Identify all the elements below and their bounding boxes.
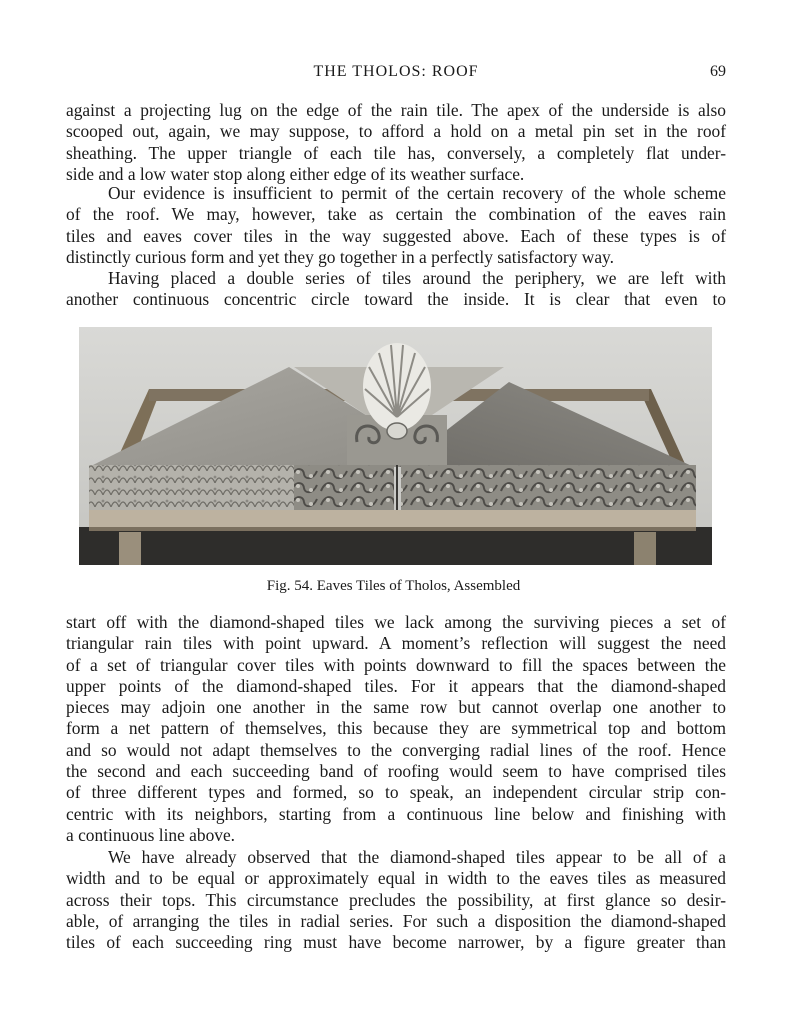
text-line: tiles of each succeeding ring must have become narrower, by a figure greater than <box>66 932 726 953</box>
paragraph-5 <box>66 847 726 953</box>
text-line: of three different types and formed, so to speak, an independent circular strip con- <box>66 782 726 803</box>
text-line: scooped out, again, we may suppose, to afford a hold on a metal pin set in the roof <box>66 121 726 142</box>
paragraph-3 <box>66 268 726 311</box>
text-line: We have already observed that the diamond-shaped tiles appear to be all of a <box>108 847 726 867</box>
text-line: centric with its neighbors, starting from a continuous line below and finishing with <box>66 803 726 824</box>
text-line: pieces may adjoin one another in the same row but cannot overlap one another to <box>66 697 726 718</box>
paragraph-4 <box>66 612 726 846</box>
text-line: side and a low water stop along either edge of its weather surface. <box>66 163 525 184</box>
paragraph-2 <box>66 183 726 268</box>
running-head-title: THE THOLOS: ROOF <box>313 63 479 80</box>
text-line: the second and each succeeding band of roofing would seem to have comprised tiles <box>66 761 726 782</box>
text-line: against a projecting lug on the edge of the rain tile. The apex of the underside is also <box>66 100 726 120</box>
running-head <box>66 63 726 85</box>
text-line: able, of arranging the tiles in radial series. For such a disposition the diamond-shaped <box>66 910 726 931</box>
text-line: of a set of triangular cover tiles with points downward to fill the spaces between the <box>66 654 726 675</box>
text-line: a continuous line above. <box>66 824 236 845</box>
text-line: sheathing. The upper triangle of each tile has, conversely, a completely flat under- <box>66 142 726 163</box>
text-line: and so would not adapt themselves to the converging radial lines of the roof. Hence <box>66 739 726 760</box>
text-line: of the roof. We may, however, take as certain the combination of the eaves rain <box>66 204 726 225</box>
text-line: form a net pattern of themselves, this because they are symmetrical top and bottom <box>66 718 726 739</box>
text-line: tiles and eaves cover tiles in the way suggested above. Each of these types is of <box>66 225 726 246</box>
text-line: distinctly curious form and yet they go together in a perfectly satisfactory way. <box>66 246 614 267</box>
text-line: width and to be equal or approximately equal in width to the eaves tiles as measured <box>66 868 726 889</box>
photo-illustration <box>79 327 712 565</box>
text-line: across their tops. This circumstance precludes the possibility, at first glance so desir- <box>66 889 726 910</box>
text-line: Having placed a double series of tiles around the periphery, we are left with <box>108 268 726 288</box>
text-line: upper points of the diamond-shaped tiles. For it appears that the diamond-shaped <box>66 675 726 696</box>
paragraph-1 <box>66 100 726 185</box>
text-line: Our evidence is insufficient to permit of the certain recovery of the whole scheme <box>108 183 726 203</box>
text-line: start off with the diamond-shaped tiles we lack among the surviving pieces a set of <box>66 612 726 632</box>
text-line: another continuous concentric circle toward the inside. It is clear that even to <box>66 289 726 310</box>
figure-photo-eaves-tiles <box>79 327 712 565</box>
page-number: 69 <box>710 63 726 80</box>
text-line: triangular rain tiles with point upward. A moment’s reflection will suggest the need <box>66 633 726 654</box>
figure-caption: Fig. 54. Eaves Tiles of Tholos, Assembled <box>266 578 521 594</box>
